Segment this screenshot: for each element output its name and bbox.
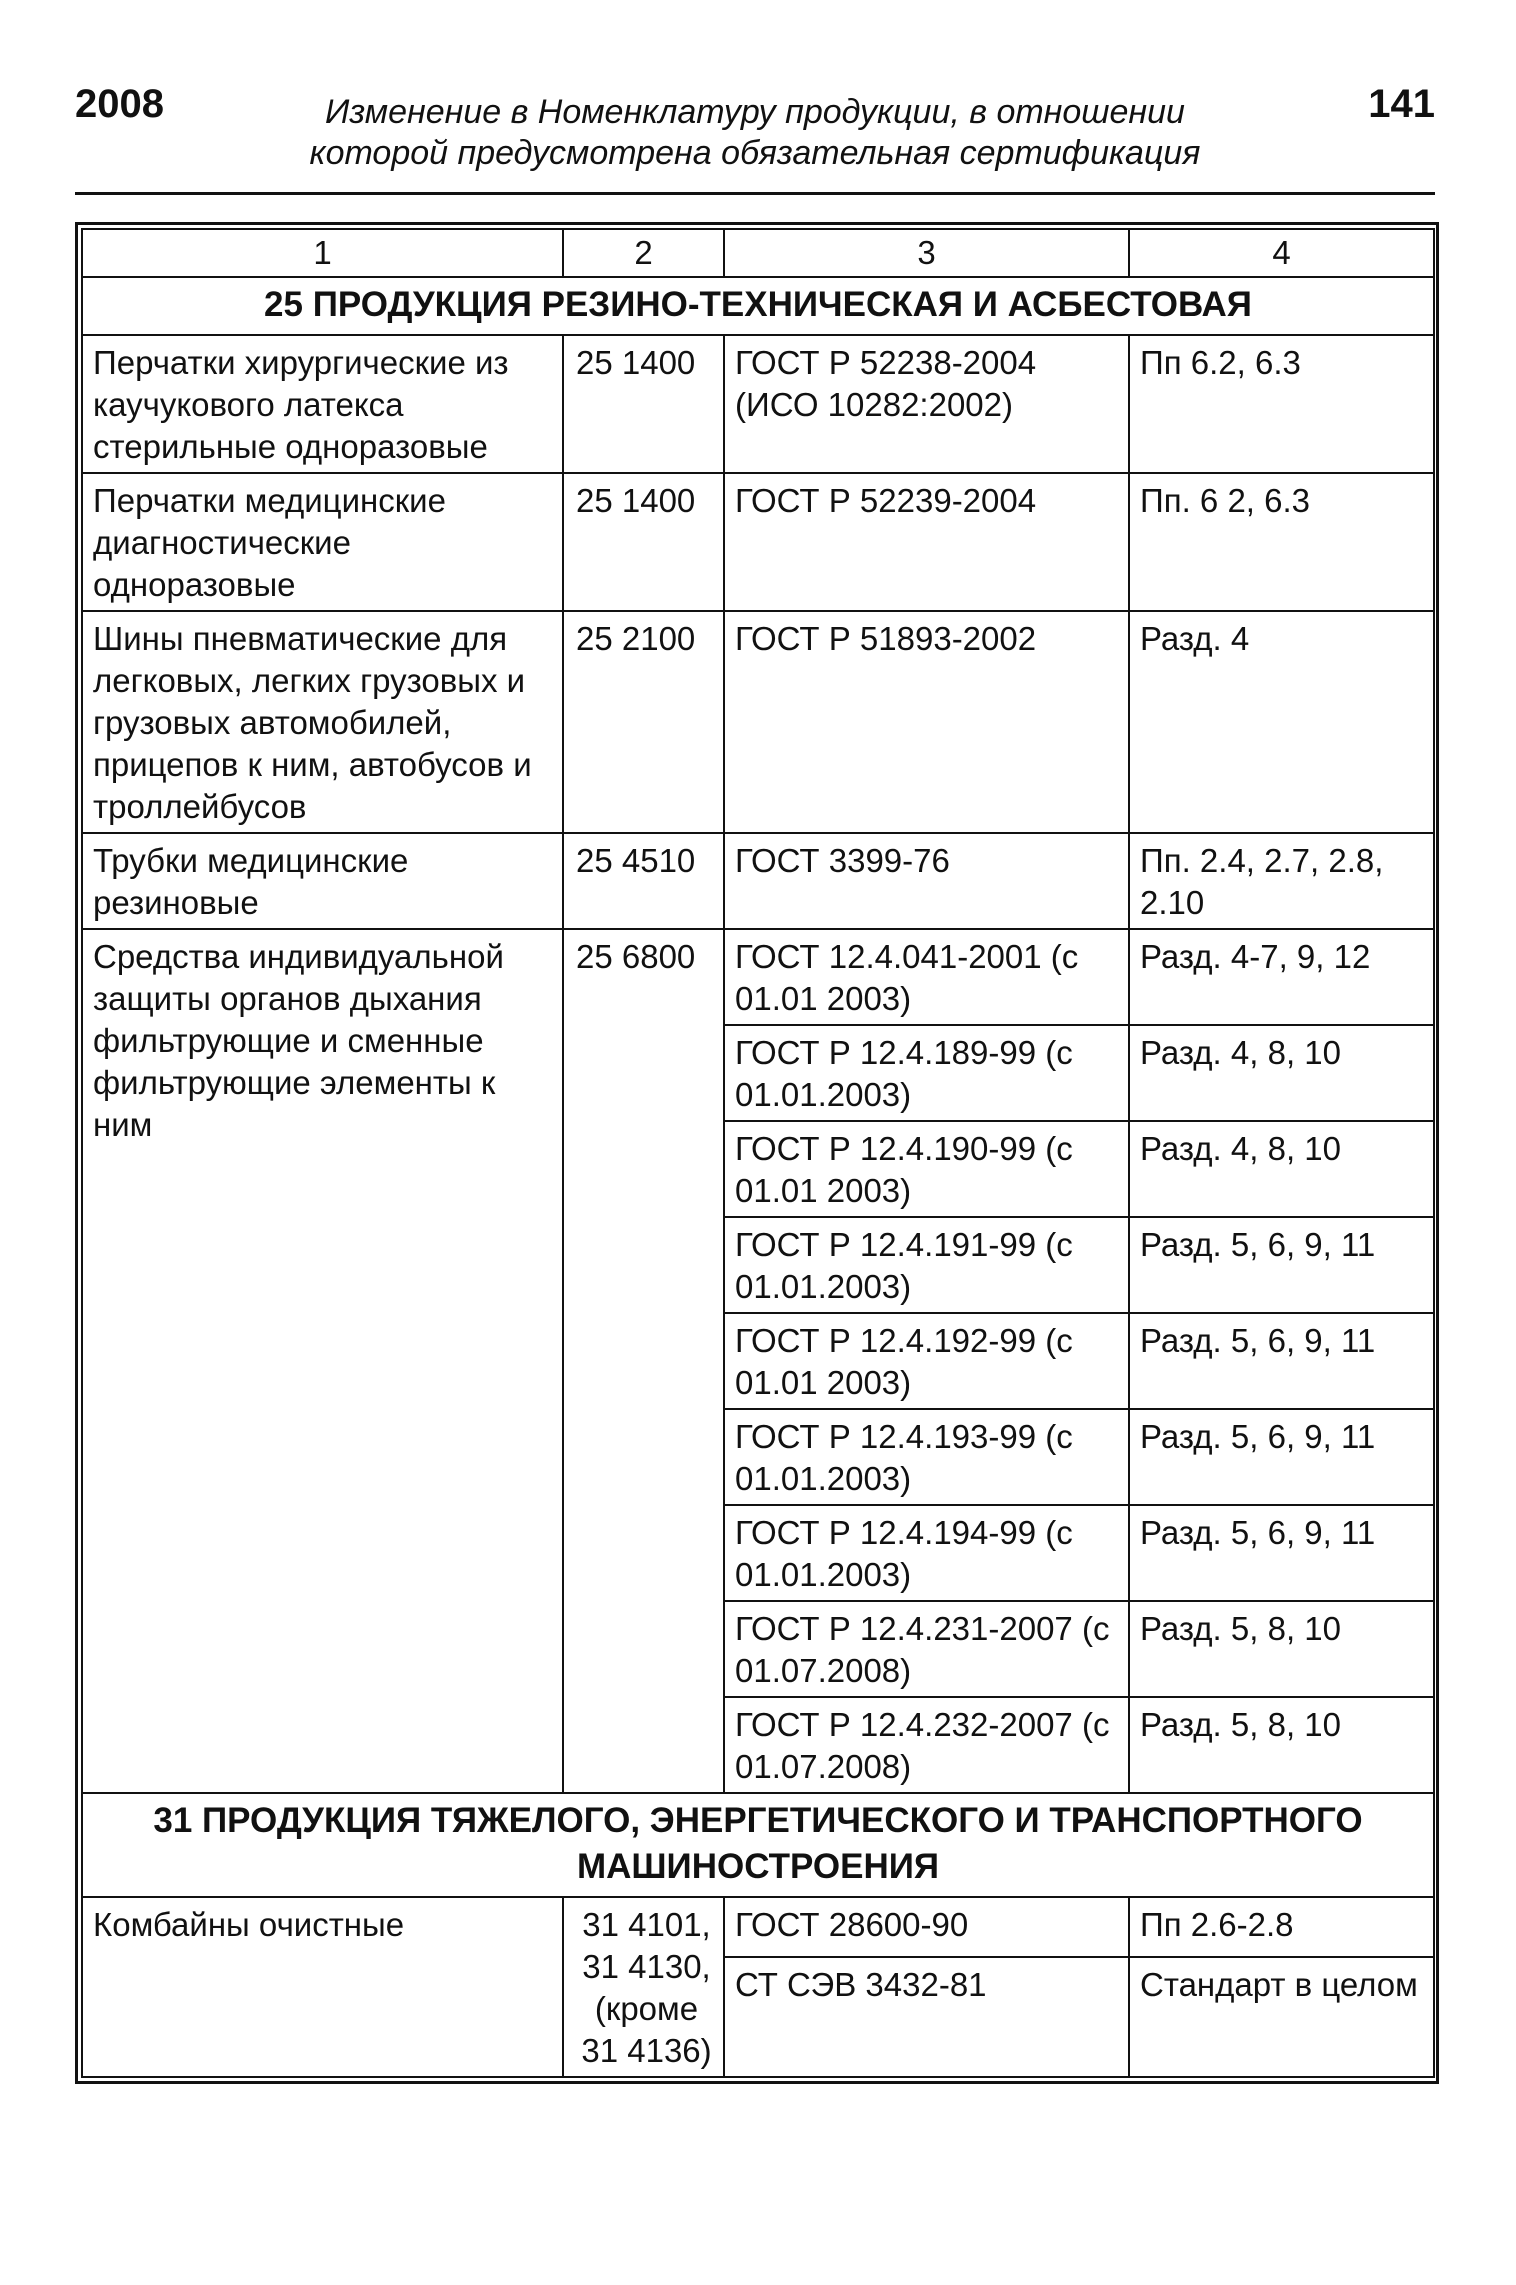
product-name: Трубки медицинские резиновые	[82, 833, 563, 929]
column-number-row	[82, 229, 1434, 277]
standard-clause: Пп. 6 2, 6.3	[1129, 473, 1434, 611]
product-name: Перчатки медицинские диагностические одноразовые	[82, 473, 563, 611]
standard-clause: Разд. 4-7, 9, 12	[1129, 929, 1434, 1025]
standard-designation: ГОСТ 3399-76	[724, 833, 1129, 929]
product-code: 25 1400	[563, 473, 724, 611]
header-title-line-2: которой предусмотрена обязательная сертификация	[309, 134, 1201, 172]
column-number: 3	[724, 229, 1129, 277]
product-code: 25 2100	[563, 611, 724, 833]
standard-designation: ГОСТ Р 12.4.193-99 (с 01.01.2003)	[724, 1409, 1129, 1505]
standard-clause: Разд. 5, 6, 9, 11	[1129, 1505, 1434, 1601]
header-year: 2008	[75, 82, 164, 126]
table-row	[82, 1897, 1434, 1957]
column-number: 1	[82, 229, 563, 277]
header-rule	[75, 192, 1435, 195]
standard-clause: Стандарт в целом	[1129, 1957, 1434, 2077]
page-header	[75, 80, 1435, 195]
standard-designation: ГОСТ Р 52238-2004 (ИСО 10282:2002)	[724, 335, 1129, 473]
product-name: Шины пневматические для легковых, легких грузовых и грузовых автомобилей, прицепов к ним, автобусов и троллейбусов	[82, 611, 563, 833]
column-number: 2	[563, 229, 724, 277]
section-heading-row	[82, 1793, 1434, 1897]
product-code: 25 4510	[563, 833, 724, 929]
table-row	[82, 611, 1434, 833]
standard-clause: Разд. 4, 8, 10	[1129, 1121, 1434, 1217]
table-row	[82, 335, 1434, 473]
standard-clause: Разд. 4	[1129, 611, 1434, 833]
standard-designation: ГОСТ Р 51893-2002	[724, 611, 1129, 833]
product-name: Комбайны очистные	[82, 1897, 563, 2077]
certification-table	[81, 228, 1435, 2078]
standard-designation: ГОСТ Р 12.4.194-99 (с 01.01.2003)	[724, 1505, 1129, 1601]
table-row	[82, 833, 1434, 929]
standard-clause: Разд. 5, 6, 9, 11	[1129, 1313, 1434, 1409]
standard-designation: ГОСТ Р 12.4.192-99 (с 01.01 2003)	[724, 1313, 1129, 1409]
standard-clause: Пп. 2.4, 2.7, 2.8, 2.10	[1129, 833, 1434, 929]
section-heading-row	[82, 277, 1434, 335]
standard-clause: Разд. 5, 8, 10	[1129, 1697, 1434, 1793]
standard-designation: СТ СЭВ 3432-81	[724, 1957, 1129, 2077]
product-code: 31 4101, 31 4130, (кроме 31 4136)	[563, 1897, 724, 2077]
product-code: 25 1400	[563, 335, 724, 473]
section-heading-31: 31 ПРОДУКЦИЯ ТЯЖЕЛОГО, ЭНЕРГЕТИЧЕСКОГО И ТРАНСПОРТНОГО МАШИНОСТРОЕНИЯ	[82, 1793, 1434, 1897]
standard-designation: ГОСТ Р 52239-2004	[724, 473, 1129, 611]
section-heading-25: 25 ПРОДУКЦИЯ РЕЗИНО-ТЕХНИЧЕСКАЯ И АСБЕСТОВАЯ	[82, 277, 1434, 335]
page-number: 141	[1368, 82, 1435, 126]
standard-designation: ГОСТ Р 12.4.232-2007 (с 01.07.2008)	[724, 1697, 1129, 1793]
standard-clause: Разд. 5, 8, 10	[1129, 1601, 1434, 1697]
table-row	[82, 929, 1434, 1025]
header-title-line-1: Изменение в Номенклатуру продукции, в отношении	[325, 93, 1185, 131]
product-code: 25 6800	[563, 929, 724, 1793]
standard-clause: Разд. 5, 6, 9, 11	[1129, 1409, 1434, 1505]
standard-designation: ГОСТ Р 12.4.191-99 (с 01.01.2003)	[724, 1217, 1129, 1313]
table-row	[82, 473, 1434, 611]
certification-table-frame	[75, 222, 1439, 2084]
standard-clause: Пп 2.6-2.8	[1129, 1897, 1434, 1957]
standard-designation: ГОСТ 12.4.041-2001 (с 01.01 2003)	[724, 929, 1129, 1025]
header-title	[205, 92, 1305, 174]
standard-designation: ГОСТ Р 12.4.231-2007 (с 01.07.2008)	[724, 1601, 1129, 1697]
standard-clause: Пп 6.2, 6.3	[1129, 335, 1434, 473]
column-number: 4	[1129, 229, 1434, 277]
standard-clause: Разд. 5, 6, 9, 11	[1129, 1217, 1434, 1313]
product-name: Средства индивидуальной защиты органов дыхания фильтрующие и сменные фильтрующие элементы к ним	[82, 929, 563, 1793]
product-name: Перчатки хирургические из каучукового латекса стерильные одноразовые	[82, 335, 563, 473]
standard-designation: ГОСТ 28600-90	[724, 1897, 1129, 1957]
standard-designation: ГОСТ Р 12.4.189-99 (с 01.01.2003)	[724, 1025, 1129, 1121]
standard-clause: Разд. 4, 8, 10	[1129, 1025, 1434, 1121]
standard-designation: ГОСТ Р 12.4.190-99 (с 01.01 2003)	[724, 1121, 1129, 1217]
